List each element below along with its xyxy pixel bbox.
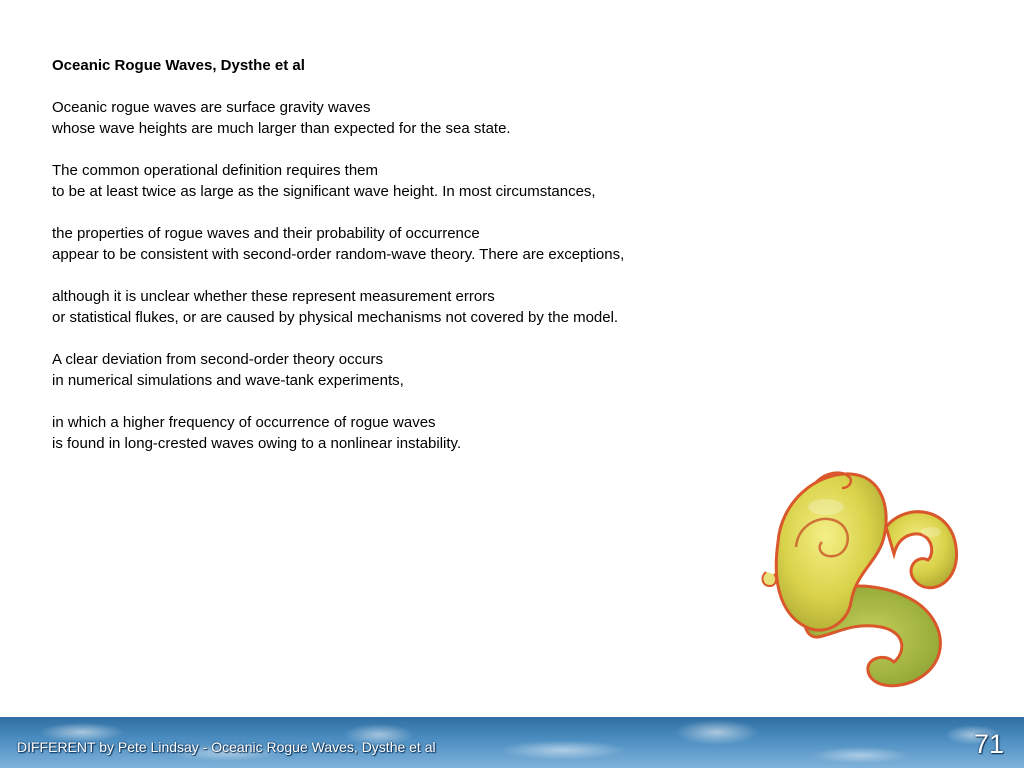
text-line: to be at least twice as large as the significant wave height. In most circumstances, bbox=[52, 183, 596, 200]
page-number: 71 bbox=[973, 729, 1004, 759]
text-line: in which a higher frequency of occurrence of rogue waves bbox=[52, 414, 436, 431]
text-line: is found in long-crested waves owing to a nonlinear instability. bbox=[52, 435, 462, 452]
text-line: whose wave heights are much larger than expected for the sea state. bbox=[52, 120, 511, 137]
paragraph bbox=[52, 349, 752, 391]
paragraph bbox=[52, 160, 752, 202]
paragraph bbox=[52, 412, 752, 454]
text-line: appear to be consistent with second-order random-wave theory. There are exceptions, bbox=[52, 246, 625, 263]
slide-body bbox=[52, 55, 752, 475]
footer-banner bbox=[0, 717, 1024, 768]
text-line: although it is unclear whether these represent measurement errors bbox=[52, 288, 495, 305]
wave-sculpture-illustration bbox=[756, 462, 966, 698]
paragraph bbox=[52, 286, 752, 328]
slide-title: Oceanic Rogue Waves, Dysthe et al bbox=[52, 57, 305, 74]
footer-caption: DIFFERENT by Pete Lindsay - Oceanic Rogue Waves, Dysthe et al bbox=[17, 739, 436, 755]
text-line: Oceanic rogue waves are surface gravity waves bbox=[52, 99, 371, 116]
text-line: in numerical simulations and wave-tank experiments, bbox=[52, 372, 404, 389]
paragraph bbox=[52, 97, 752, 139]
paragraph bbox=[52, 223, 752, 265]
text-line: A clear deviation from second-order theory occurs bbox=[52, 351, 383, 368]
text-line: the properties of rogue waves and their probability of occurrence bbox=[52, 225, 480, 242]
text-line: or statistical flukes, or are caused by physical mechanisms not covered by the model. bbox=[52, 309, 619, 326]
text-line: The common operational definition requires them bbox=[52, 162, 379, 179]
